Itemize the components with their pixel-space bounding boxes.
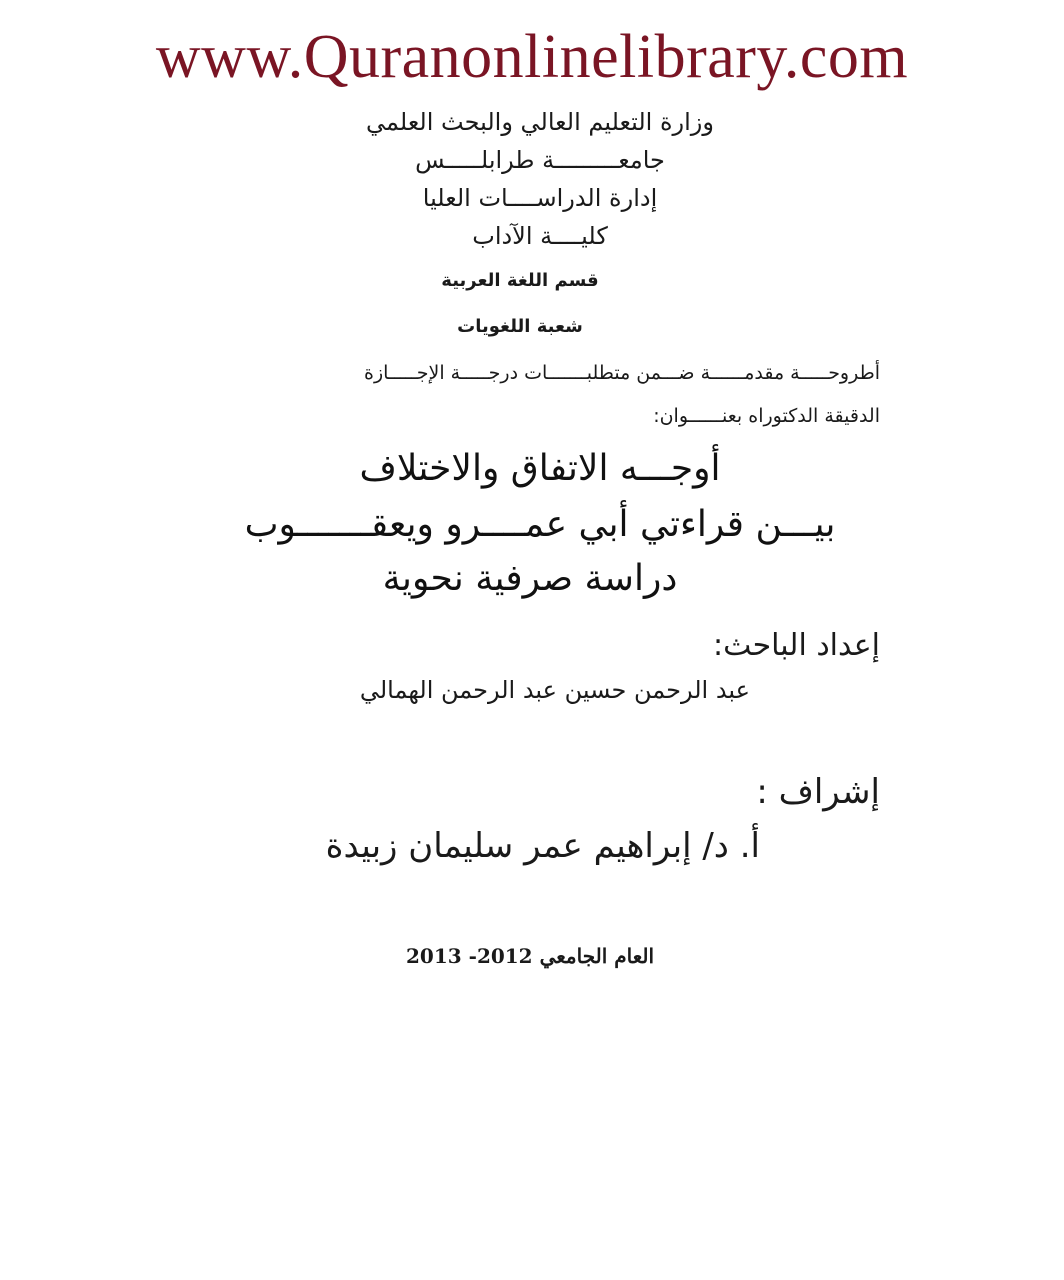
faculty-name: كليــــة الآداب [472,222,608,250]
graduate-studies-administration: إدارة الدراســــات العليا [422,184,658,212]
university-name: جامعـــــــــة طرابلـــــس [415,146,665,174]
department-name: قسم اللغة العربية [441,270,599,291]
researcher-label: إعداد الباحث: [713,628,880,663]
thesis-title-line2: بيـــن قراءتي أبي عمــــرو ويعقـــــــوب [244,504,836,545]
ministry-name: وزارة التعليم العالي والبحث العلمي [366,108,714,136]
academic-year: العام الجامعي 2012- 2013 [406,944,654,968]
website-watermark: www.Quranonlinelibrary.com [155,23,909,91]
submission-statement-line1: أطروحـــــة مقدمــــــة ضـــمن متطلبـــــــات درجـــــة الإجـــــازة [364,362,880,384]
supervisor-name: أ. د/ إبراهيم عمر سليمان زبيدة [325,826,760,866]
submission-statement-line2: الدقيقة الدكتوراه بعنــــــوان: [653,405,880,427]
researcher-name: عبد الرحمن حسين عبد الرحمن الهمالي [359,676,750,704]
supervisor-label: إشراف : [756,772,880,812]
thesis-title-line1: أوجـــه الاتفاق والاختلاف [359,448,721,489]
thesis-title-line3: دراسة صرفية نحوية [382,558,678,599]
branch-name: شعبة اللغويات [457,316,583,337]
